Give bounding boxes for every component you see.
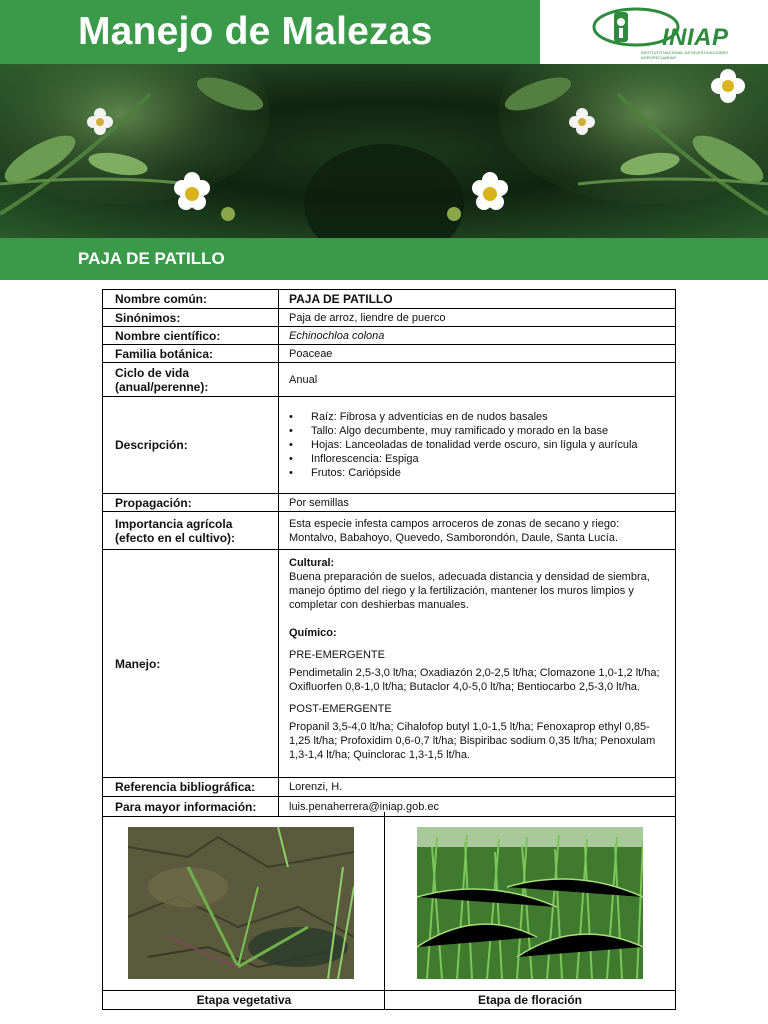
label-familia: Familia botánica: xyxy=(103,345,279,362)
value-ciclo: Anual xyxy=(289,373,318,386)
page-title: Manejo de Malezas xyxy=(78,10,433,53)
row-manejo xyxy=(103,550,675,778)
value-sinonimos: Paja de arroz, liendre de puerco xyxy=(289,311,446,324)
row-propagacion xyxy=(103,494,675,512)
manejo-pre-text: Pendimetalin 2,5-3,0 lt/ha; Oxadiazón 2,0-2,5 lt/ha; Clomazone 1,0-1,2 lt/ha; Oxifluorfen 0,8-1,0 lt/ha; Butaclor 4,0-5,0 lt/ha; Bentiocarbo 2,5-3,0 lt/ha. xyxy=(289,667,660,693)
manejo-post-text: Propanil 3,5-4,0 lt/ha; Cihalofop butyl 1,0-1,5 lt/ha; Fenoxaprop ethyl 0,85-1,25 lt/ha; Profoxidim 0,6-0,7 lt/ha; Bispiribac sodium 0,35 lt/ha; Penoxulam 1,3-1,4 lt/ha; Quinclorac 1,3-1,5 lt/ha. xyxy=(289,721,656,761)
label-ciclo-line2: (anual/perenne): xyxy=(115,379,209,394)
logo-subtitle: INSTITUTO NACIONAL DE INVESTIGACIONES AGROPECUARIAS xyxy=(641,50,728,60)
photo-panel xyxy=(102,812,676,1010)
list-item: • Inflorescencia: Espiga xyxy=(289,452,675,466)
label-importancia-line1: Importancia agrícola xyxy=(115,516,233,531)
list-item: • Raíz: Fibrosa y adventicias en de nudos basales xyxy=(289,410,675,424)
weed-data-table xyxy=(102,289,676,817)
label-nombre-cientifico: Nombre científico: xyxy=(103,327,279,344)
flowering-stage-photo xyxy=(417,827,643,979)
list-item: • Frutos: Cariópside xyxy=(289,466,675,480)
label-propagacion: Propagación: xyxy=(103,494,279,511)
manejo-post-heading: POST-EMERGENTE xyxy=(289,703,392,715)
manejo-quimico-heading: Químico: xyxy=(289,627,337,639)
value-manejo xyxy=(279,550,675,777)
value-familia: Poaceae xyxy=(289,347,333,360)
label-importancia xyxy=(103,512,279,549)
label-ciclo-line1: Ciclo de vida xyxy=(115,365,190,380)
row-descripcion xyxy=(103,397,675,494)
label-descripcion: Descripción: xyxy=(103,397,279,493)
photo-cell-vegetativa xyxy=(103,812,385,990)
row-nombre-comun xyxy=(103,290,675,309)
label-importancia-line2: (efecto en el cultivo): xyxy=(115,530,236,545)
value-nombre-comun: PAJA DE PATILLO xyxy=(289,292,393,306)
manejo-pre-heading: PRE-EMERGENTE xyxy=(289,649,385,661)
photo-cell-floracion xyxy=(385,812,675,990)
label-referencia: Referencia bibliográfica: xyxy=(103,778,279,796)
value-informacion: luis.penaherrera@iniap.gob.ec xyxy=(289,800,439,813)
flower-banner-illustration xyxy=(0,64,768,238)
label-sinonimos: Sinónimos: xyxy=(103,309,279,326)
label-manejo: Manejo: xyxy=(103,550,279,777)
value-propagacion: Por semillas xyxy=(289,496,349,509)
manejo-cultural-heading: Cultural: xyxy=(289,557,335,569)
descripcion-list xyxy=(289,410,675,480)
row-importancia xyxy=(103,512,675,550)
value-nombre-cientifico: Echinochloa colona xyxy=(289,329,385,342)
row-sinonimos xyxy=(103,309,675,327)
value-importancia: Esta especie infesta campos arroceros de zonas de secano y riego: Montalvo, Babahoyo, Quevedo, Samborondón, Daule, Santa Lucía. xyxy=(289,517,620,544)
row-familia xyxy=(103,345,675,363)
vegetative-stage-photo xyxy=(128,827,354,979)
caption-vegetativa: Etapa vegetativa xyxy=(196,993,292,1007)
caption-row xyxy=(103,990,675,1008)
label-ciclo xyxy=(103,363,279,396)
row-ciclo xyxy=(103,363,675,397)
manejo-cultural-text: Buena preparación de suelos, adecuada distancia y densidad de siembra, manejo óptimo del riego y la fertilización, mantener los muros limpios y completar con deshierbas manuales. xyxy=(289,571,650,611)
section-title: PAJA DE PATILLO xyxy=(78,249,225,268)
banner-image xyxy=(0,64,768,238)
list-item: • Tallo: Algo decumbente, muy ramificado y morado en la base xyxy=(289,424,675,438)
caption-floracion: Etapa de floración xyxy=(477,993,583,1007)
logo-wordmark: INIAP xyxy=(662,24,729,51)
row-nombre-cientifico xyxy=(103,327,675,345)
list-item: • Hojas: Lanceoladas de tonalidad verde oscuro, sin lígula y aurícula xyxy=(289,438,675,452)
label-nombre-comun: Nombre común: xyxy=(103,290,279,308)
value-descripcion xyxy=(279,397,675,493)
label-informacion: Para mayor información: xyxy=(103,797,279,816)
value-referencia: Lorenzi, H. xyxy=(289,781,343,793)
row-referencia xyxy=(103,778,675,797)
